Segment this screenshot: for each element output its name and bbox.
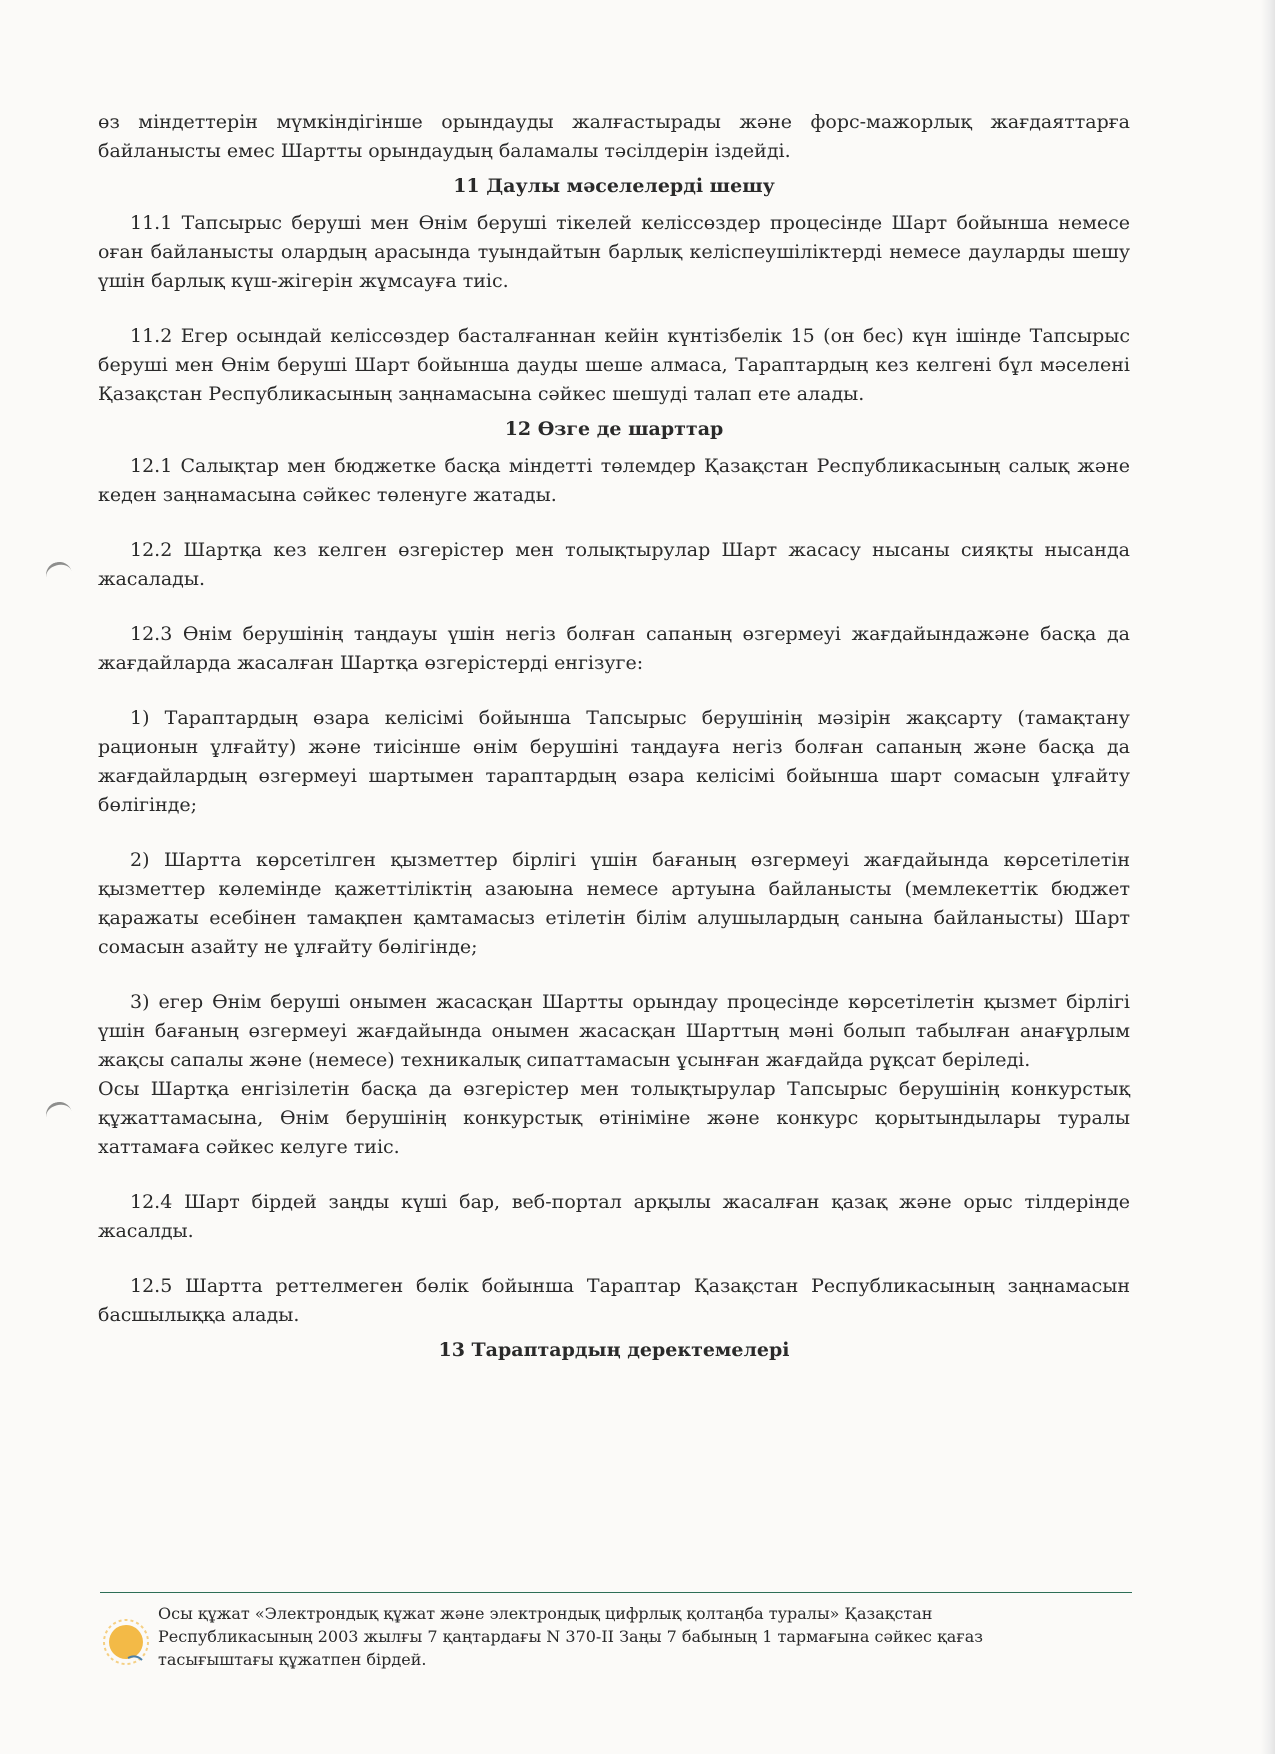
paragraph-continuation: өз міндеттерін мүмкіндігінше орындауды жалғастырады және форс-мажорлық жағдаяттарға байланысты емес Шартты орындаудың баламалы тәсілдерін іздейді. [98,111,1130,162]
egov-sun-logo-icon [100,1612,160,1672]
footer-divider [100,1592,1132,1593]
section-heading-13: 13 Тараптардың деректемелері [438,1339,790,1361]
paragraph-12-1: 12.1 Салықтар мен бюджетке басқа міндетті төлемдер Қазақстан Республикасының салық және кеден заңнамасына сәйкес төленуге жатады. [98,455,1130,506]
paragraph-12-5: 12.5 Шартта реттелмеген бөлік бойынша Тараптар Қазақстан Республикасының заңнамасын басшылыққа алады. [98,1275,1130,1326]
paragraph-12-4: 12.4 Шарт бірдей заңды күші бар, веб-портал арқылы жасалған қазақ және орыс тілдерінде жасалды. [98,1191,1130,1242]
paragraph-11-1: 11.1 Тапсырыс беруші мен Өнім беруші тікелей келіссөздер процесінде Шарт бойынша немесе оған байланысты олардың арасында туындайтын барлық келіспеушіліктерді немесе дауларды шешу үшін барлық күш-жігерін жұмсауға тиіс. [98,212,1130,292]
section-heading-12: 12 Өзге де шарттар [504,418,724,440]
document-body [98,108,1130,1373]
punch-hole-mark-bottom [43,1099,75,1130]
section-heading-11: 11 Даулы мәселелерді шешу [453,175,775,197]
paragraph-12-3-item-3: 3) егер Өнім беруші онымен жасасқан Шартты орындау процесінде көрсетілетін қызмет бірлігі үшін бағаның өзгермеуі жағдайында онымен жасасқан Шарттың мәні болып табылған анағұрлым жақсы сапалы және (немесе) техникалық сипаттамасын ұсынған жағдайда рұқсат беріледі. [98,991,1130,1071]
paragraph-12-2: 12.2 Шартқа кез келген өзгерістер мен толықтырулар Шарт жасасу нысаны сияқты нысанда жасалады. [98,539,1130,590]
paragraph-12-3-tail: Осы Шартқа енгізілетін басқа да өзгерістер мен толықтырулар Тапсырыс берушінің конкурстық құжаттамасына, Өнім берушінің конкурстық өтініміне және конкурс қорытындылары туралы хаттамаға сәйкес келуге тиіс. [98,1078,1130,1158]
paragraph-11-2: 11.2 Егер осындай келіссөздер басталғаннан кейін күнтізбелік 15 (он бес) күн ішінде Тапсырыс беруші мен Өнім беруші Шарт бойынша дауды шеше алмаса, Тараптардың кез келгені бұл мәселені Қазақстан Республикасының заңнамасына сәйкес шешуді талап ете алады. [98,325,1130,405]
scanned-page-edge [1261,0,1275,1754]
footer-legal-note: Осы құжат «Электрондық құжат және электрондық цифрлық қолтаңба туралы» Қазақстан Республикасының 2003 жылғы 7 қаңтардағы N 370-II Заңы 7 бабының 1 тармағына сәйкес қағаз тасығыштағы құжатпен бірдей. [158,1604,983,1669]
paragraph-12-3-item-2: 2) Шартта көрсетілген қызметтер бірлігі үшін бағаның өзгермеуі жағдайында көрсетілетін қызметтер көлемінде қажеттіліктің азаюына немесе артуына байланысты (мемлекеттік бюджет қаражаты есебінен тамақпен қамтамасыз етілетін білім алушылардың санына байланысты) Шарт сомасын азайту не ұлғайту бөлігінде; [98,849,1130,958]
punch-hole-mark-top [43,559,75,590]
paragraph-12-3: 12.3 Өнім берушінің таңдауы үшін негіз болған сапаның өзгермеуі жағдайындажәне басқа да жағдайларда жасалған Шартқа өзгерістерді енгізуге: [98,623,1130,674]
paragraph-12-3-item-1: 1) Тараптардың өзара келісімі бойынша Тапсырыс берушінің мәзірін жақсарту (тамақтану рационын ұлғайту) және тиісінше өнім берушіні таңдауға негіз болған сапаның және басқа да жағдайлардың өзгермеуі шартымен тараптардың өзара келісімі бойынша шарт сомасын ұлғайту бөлігінде; [98,707,1130,816]
